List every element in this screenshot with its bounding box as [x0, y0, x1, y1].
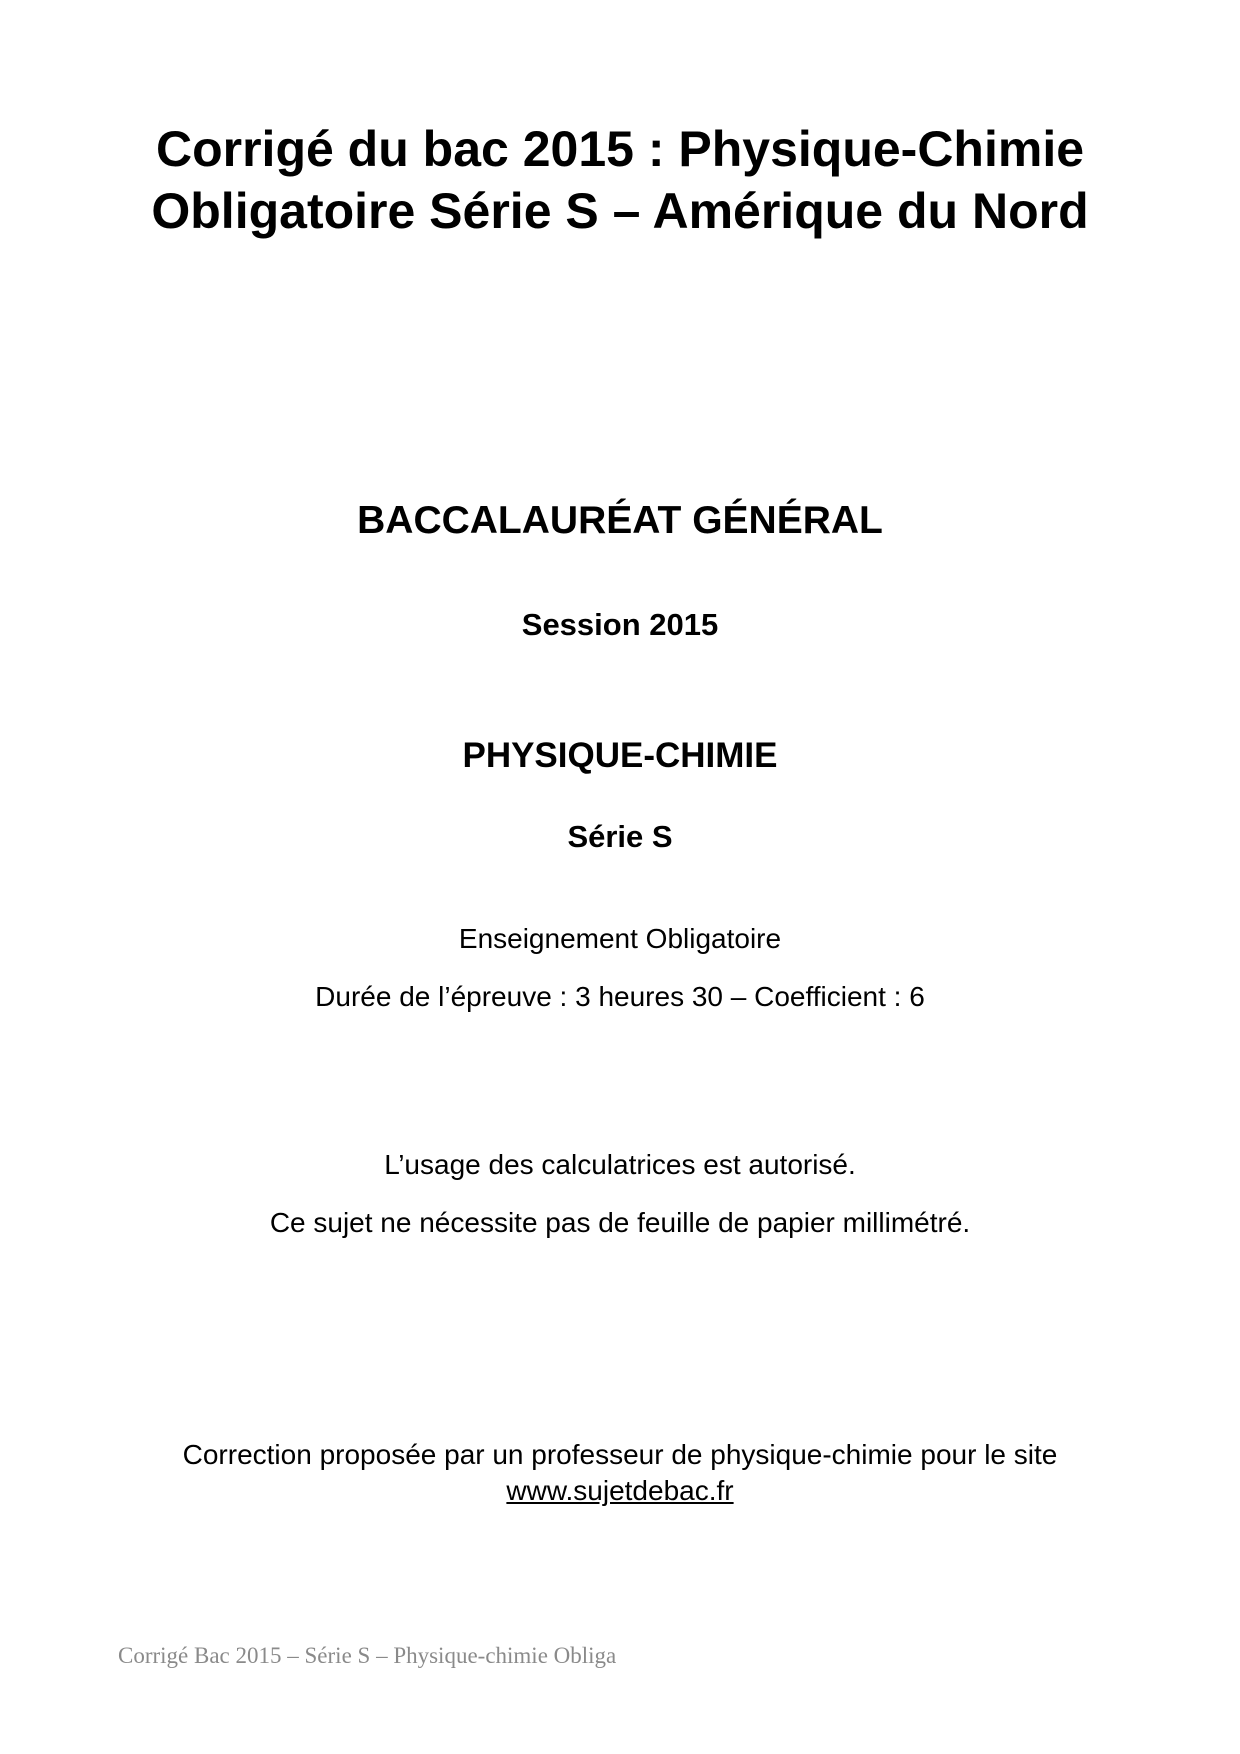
subject-name: PHYSIQUE-CHIMIE [462, 736, 778, 775]
page-footer: Corrigé Bac 2015 – Série S – Physique-chimie Obliga [118, 1643, 617, 1668]
paper-note: Ce sujet ne nécessite pas de feuille de papier millimétré. [269, 1207, 971, 1238]
correction-credit-text: Correction proposée par un professeur de physique-chimie pour le site [182, 1439, 1058, 1470]
calculator-note: L’usage des calculatrices est autorisé. [384, 1149, 856, 1180]
correction-credit [150, 1437, 1090, 1509]
exam-name: BACCALAURÉAT GÉNÉRAL [357, 499, 883, 542]
document-title: Corrigé du bac 2015 : Physique-Chimie Obligatoire Série S – Amérique du Nord [151, 121, 1089, 239]
teaching-type: Enseignement Obligatoire [458, 923, 782, 954]
exam-duration: Durée de l’épreuve : 3 heures 30 – Coefficient : 6 [315, 981, 925, 1012]
session-year: Session 2015 [521, 607, 719, 642]
series-name: Série S [567, 819, 673, 854]
site-link[interactable]: www.sujetdebac.fr [506, 1475, 734, 1506]
